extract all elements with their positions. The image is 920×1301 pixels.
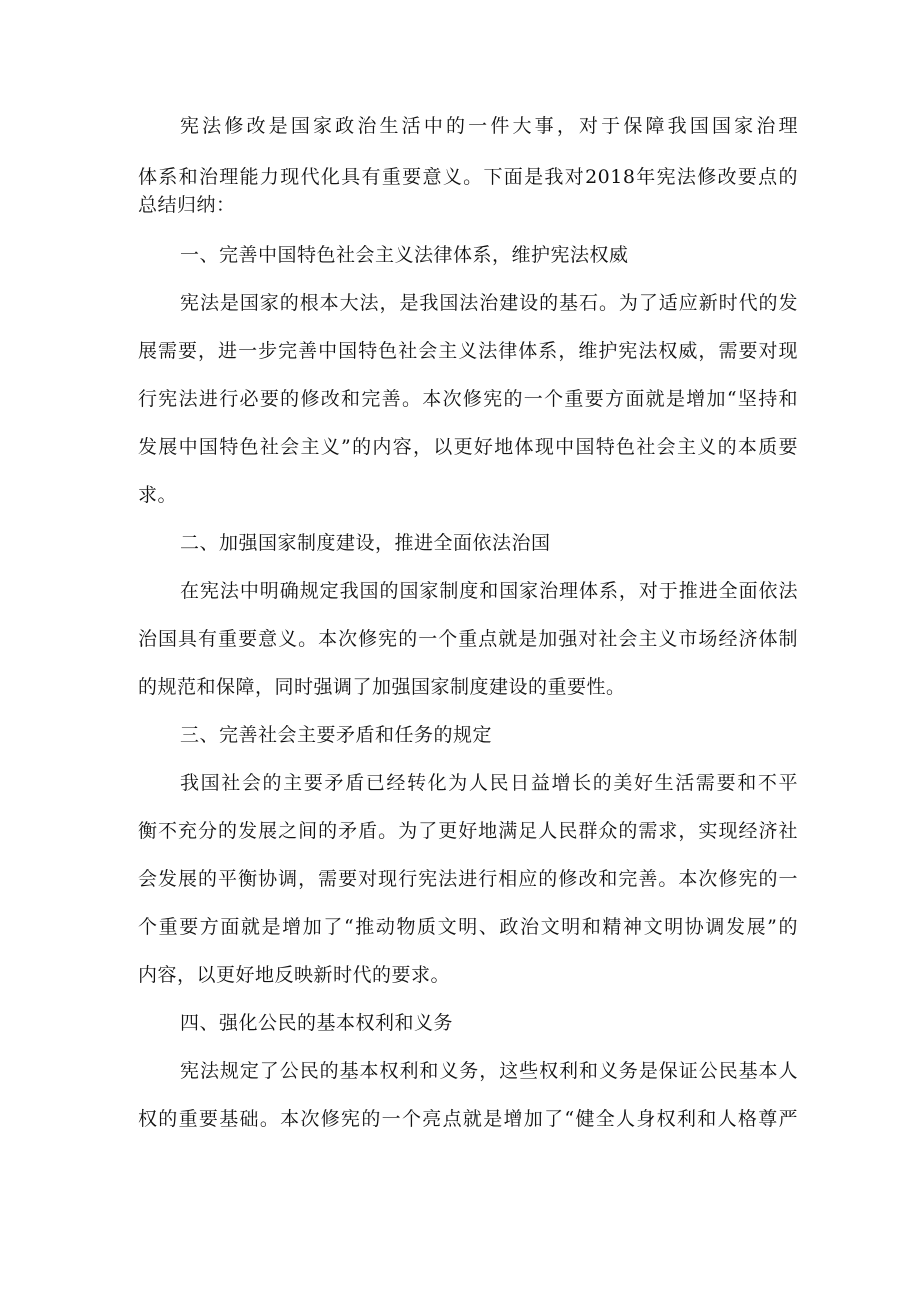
section-heading-2: 二、加强国家制度建设，推进全面依法治国: [180, 532, 551, 554]
section4-line-2: 权的重要基础。本次修宪的一个亮点就是增加了“健全人身权利和人格尊严: [138, 1108, 798, 1130]
section4-line-1: 宪法规定了公民的基本权利和义务，这些权利和义务是保证公民基本人: [180, 1060, 798, 1082]
section-heading-4: 四、强化公民的基本权利和义务: [180, 1012, 454, 1034]
section1-line-3: 行宪法进行必要的修改和完善。本次修宪的一个重要方面就是增加“坚持和: [138, 388, 798, 410]
section3-line-3: 会发展的平衡协调，需要对现行宪法进行相应的修改和完善。本次修宪的一: [138, 868, 798, 890]
section2-line-2: 治国具有重要意义。本次修宪的一个重点就是加强对社会主义市场经济体制: [138, 628, 798, 650]
section3-line-5: 内容，以更好地反映新时代的要求。: [138, 964, 451, 986]
intro-line-1: 宪法修改是国家政治生活中的一件大事，对于保障我国国家治理: [180, 115, 798, 137]
section2-line-1: 在宪法中明确规定我国的国家制度和国家治理体系，对于推进全面依法: [180, 580, 798, 602]
intro-line-3: 总结归纳：: [138, 194, 236, 216]
section2-line-3: 的规范和保障，同时强调了加强国家制度建设的重要性。: [138, 676, 626, 698]
intro-line-2: 体系和治理能力现代化具有重要意义。下面是我对2018年宪法修改要点的: [138, 166, 798, 188]
section1-line-4: 发展中国特色社会主义”的内容，以更好地体现中国特色社会主义的本质要: [138, 436, 798, 458]
section3-line-4: 个重要方面就是增加了“推动物质文明、政治文明和精神文明协调发展”的: [138, 916, 798, 938]
section1-line-2: 展需要，进一步完善中国特色社会主义法律体系，维护宪法权威，需要对现: [138, 340, 798, 362]
section1-line-5: 求。: [138, 484, 178, 506]
section1-line-1: 宪法是国家的根本大法，是我国法治建设的基石。为了适应新时代的发: [180, 292, 798, 314]
section-heading-1: 一、完善中国特色社会主义法律体系，维护宪法权威: [180, 244, 629, 266]
section3-line-1: 我国社会的主要矛盾已经转化为人民日益增长的美好生活需要和不平: [180, 772, 798, 794]
section3-line-2: 衡不充分的发展之间的矛盾。为了更好地满足人民群众的需求，实现经济社: [138, 820, 798, 842]
section-heading-3: 三、完善社会主要矛盾和任务的规定: [180, 724, 493, 746]
